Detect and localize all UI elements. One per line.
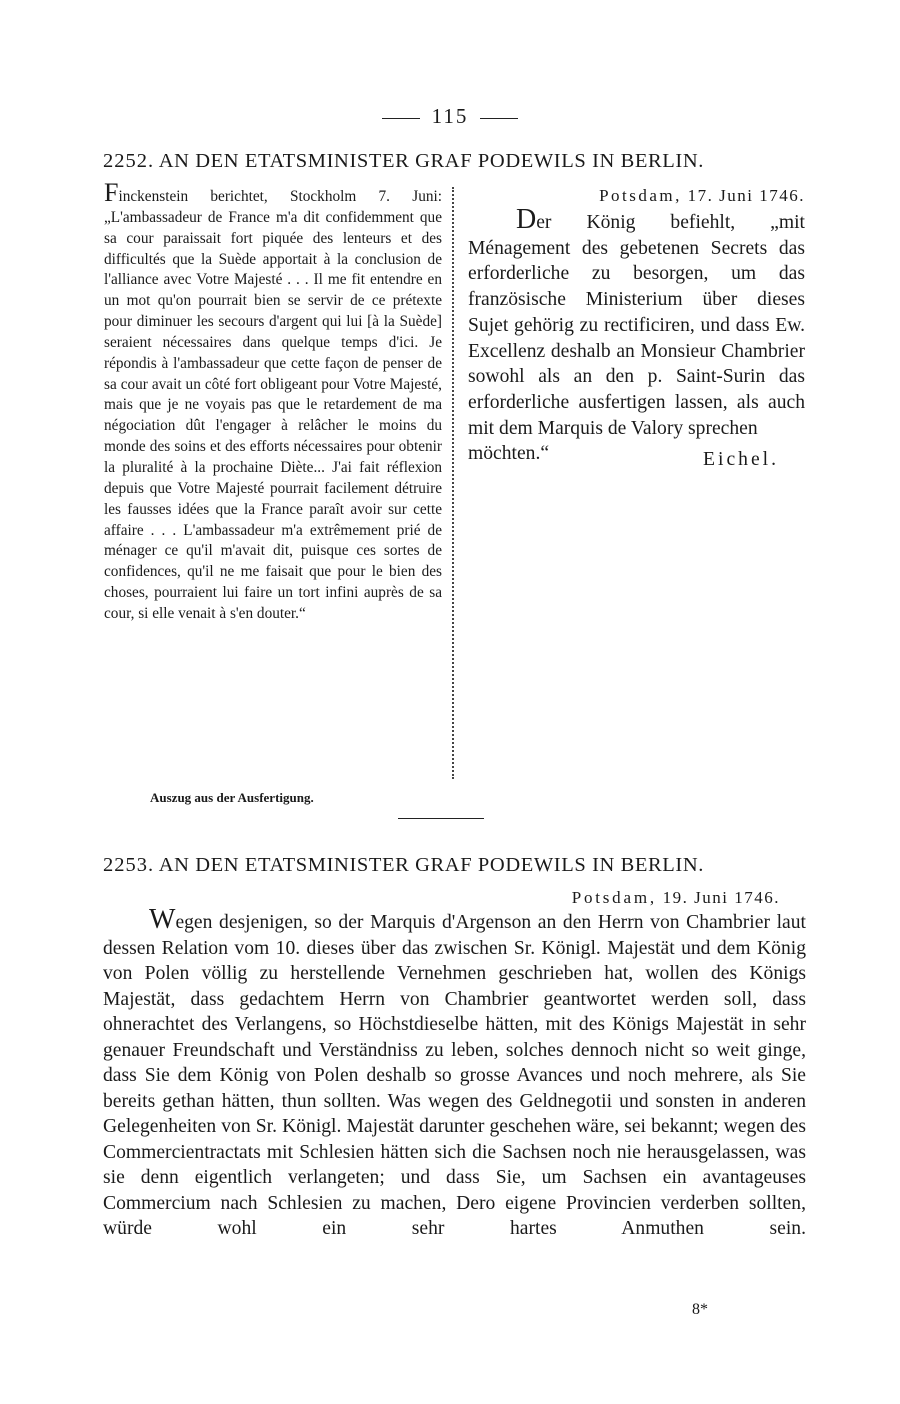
drop-initial: W [149, 904, 176, 935]
source-note: Auszug aus der Ausfertigung. [150, 790, 314, 805]
heading-title: AN DEN ETATSMINISTER GRAF PODEWILS IN BERLIN. [158, 854, 704, 876]
order-text: er König befiehlt, „mit Ménagement des gebetenen Secrets das erforderliche zu besorgen, um das französische Ministerium über dieses Sujet gehörig zu rectificiren, und dass Ew. Excellenz deshalb an Monsieur Chambrier sowohl als an den p. Saint-Surin das erforderliche ausfertigen lassen, als auch mit dem Marquis de Valory sprechen [468, 212, 805, 439]
heading-number: 2252. [103, 150, 155, 172]
dateline: Potsdam, 19. Juni 1746. [571, 888, 780, 907]
report-excerpt [104, 178, 442, 625]
signature: Eichel. [703, 449, 779, 471]
dateline: Potsdam, 17. Juni 1746. [599, 186, 805, 205]
dash-right [480, 118, 518, 119]
column-divider [452, 187, 454, 779]
drop-initial: F [104, 178, 119, 207]
signature-mark: 8* [692, 1301, 708, 1318]
heading-title: AN DEN ETATSMINISTER GRAF PODEWILS IN BERLIN. [158, 150, 704, 172]
report-text: inckenstein berichtet, Stockholm 7. Juni: „L'ambassadeur de France m'a dit confidemment que sa cour paraissait fort piquée des lenteurs et des difficultés que la Suède apportait à la conclusion de l'alliance avec Votre Majesté . . . Il me fit entendre en un mot qu'on pourrait bien se servir de ce prétexte pour diminuer les secours d'argent qui lui [à la Suède] seraient nécessaires dans quelque temps d'ici. Je répondis à l'ambassadeur que cette façon de penser de sa cour avait un côté fort obligeant pour Votre Majesté, mais que je ne voyais pas que le retardement de ma négociation dût l'engager à relâcher le moins du monde des soins et des efforts nécessaires pour obtenir la pluralité à la prochaine Diète... J'ai fait réflexion depuis que Votre Majesté pourrait facilement détruire les fausses idées que la France paraît avoir sur cette affaire . . . L'ambassadeur m'a extrêmement prié de ménager ce qu'il m'avait dit, puisque ces sortes de confidences, qu'il ne me faisait que pour le bien des choses, pourraient lui faire un tort infini auprès de sa cour, si elle venait à s'en douter.“ [104, 188, 442, 622]
order-column [468, 185, 805, 471]
drop-initial: D [516, 204, 537, 235]
heading-2253 [103, 854, 808, 877]
heading-number: 2253. [103, 854, 155, 876]
letter-body [103, 904, 806, 1242]
letter-text: egen desjenigen, so der Marquis d'Argenson an den Herrn von Chambrier laut dessen Relation vom 10. dieses über das zwischen Sr. Königl. Majestät und dem König von Polen völlig zu herstellende Vernehmen geschrieben hat, wollen des Königs Majestät, dass gedachtem Herrn von Chambrier geantwortet werden soll, dass ohnerachtet des Verlangens, so Höchstdieselbe hätten, mit des Königs Majestät in sehr genauer Freundschaft und Verständniss zu leben, solches dennoch nicht so weit ginge, dass Sie dem König von Polen deshalb so grosse Avances und noch mehrere, als Sie bereits gethan hätten, thun sollten. Was wegen des Geldnegotii und sonsten in anderen Gelegenheiten von Sr. Königl. Majestät darunter geschehen wäre, sei bekannt; wegen des Commercientractats mit Schlesien hätten sich die Sachsen noch nie herausgelassen, was sie denn eigentlich verlangeten; und dass Sie, um Sachsen ein avantageuses Commercium nach Schlesien zu machen, Dero eigene Provincien verderben sollten, würde wohl ein sehr hartes Anmuthen sein. [103, 912, 806, 1239]
dash-left [382, 118, 420, 119]
heading-2252 [103, 150, 808, 173]
page-number: 115 [0, 104, 900, 129]
section-divider [398, 818, 484, 819]
sign-line: möchten.“ Eichel. [468, 441, 805, 467]
